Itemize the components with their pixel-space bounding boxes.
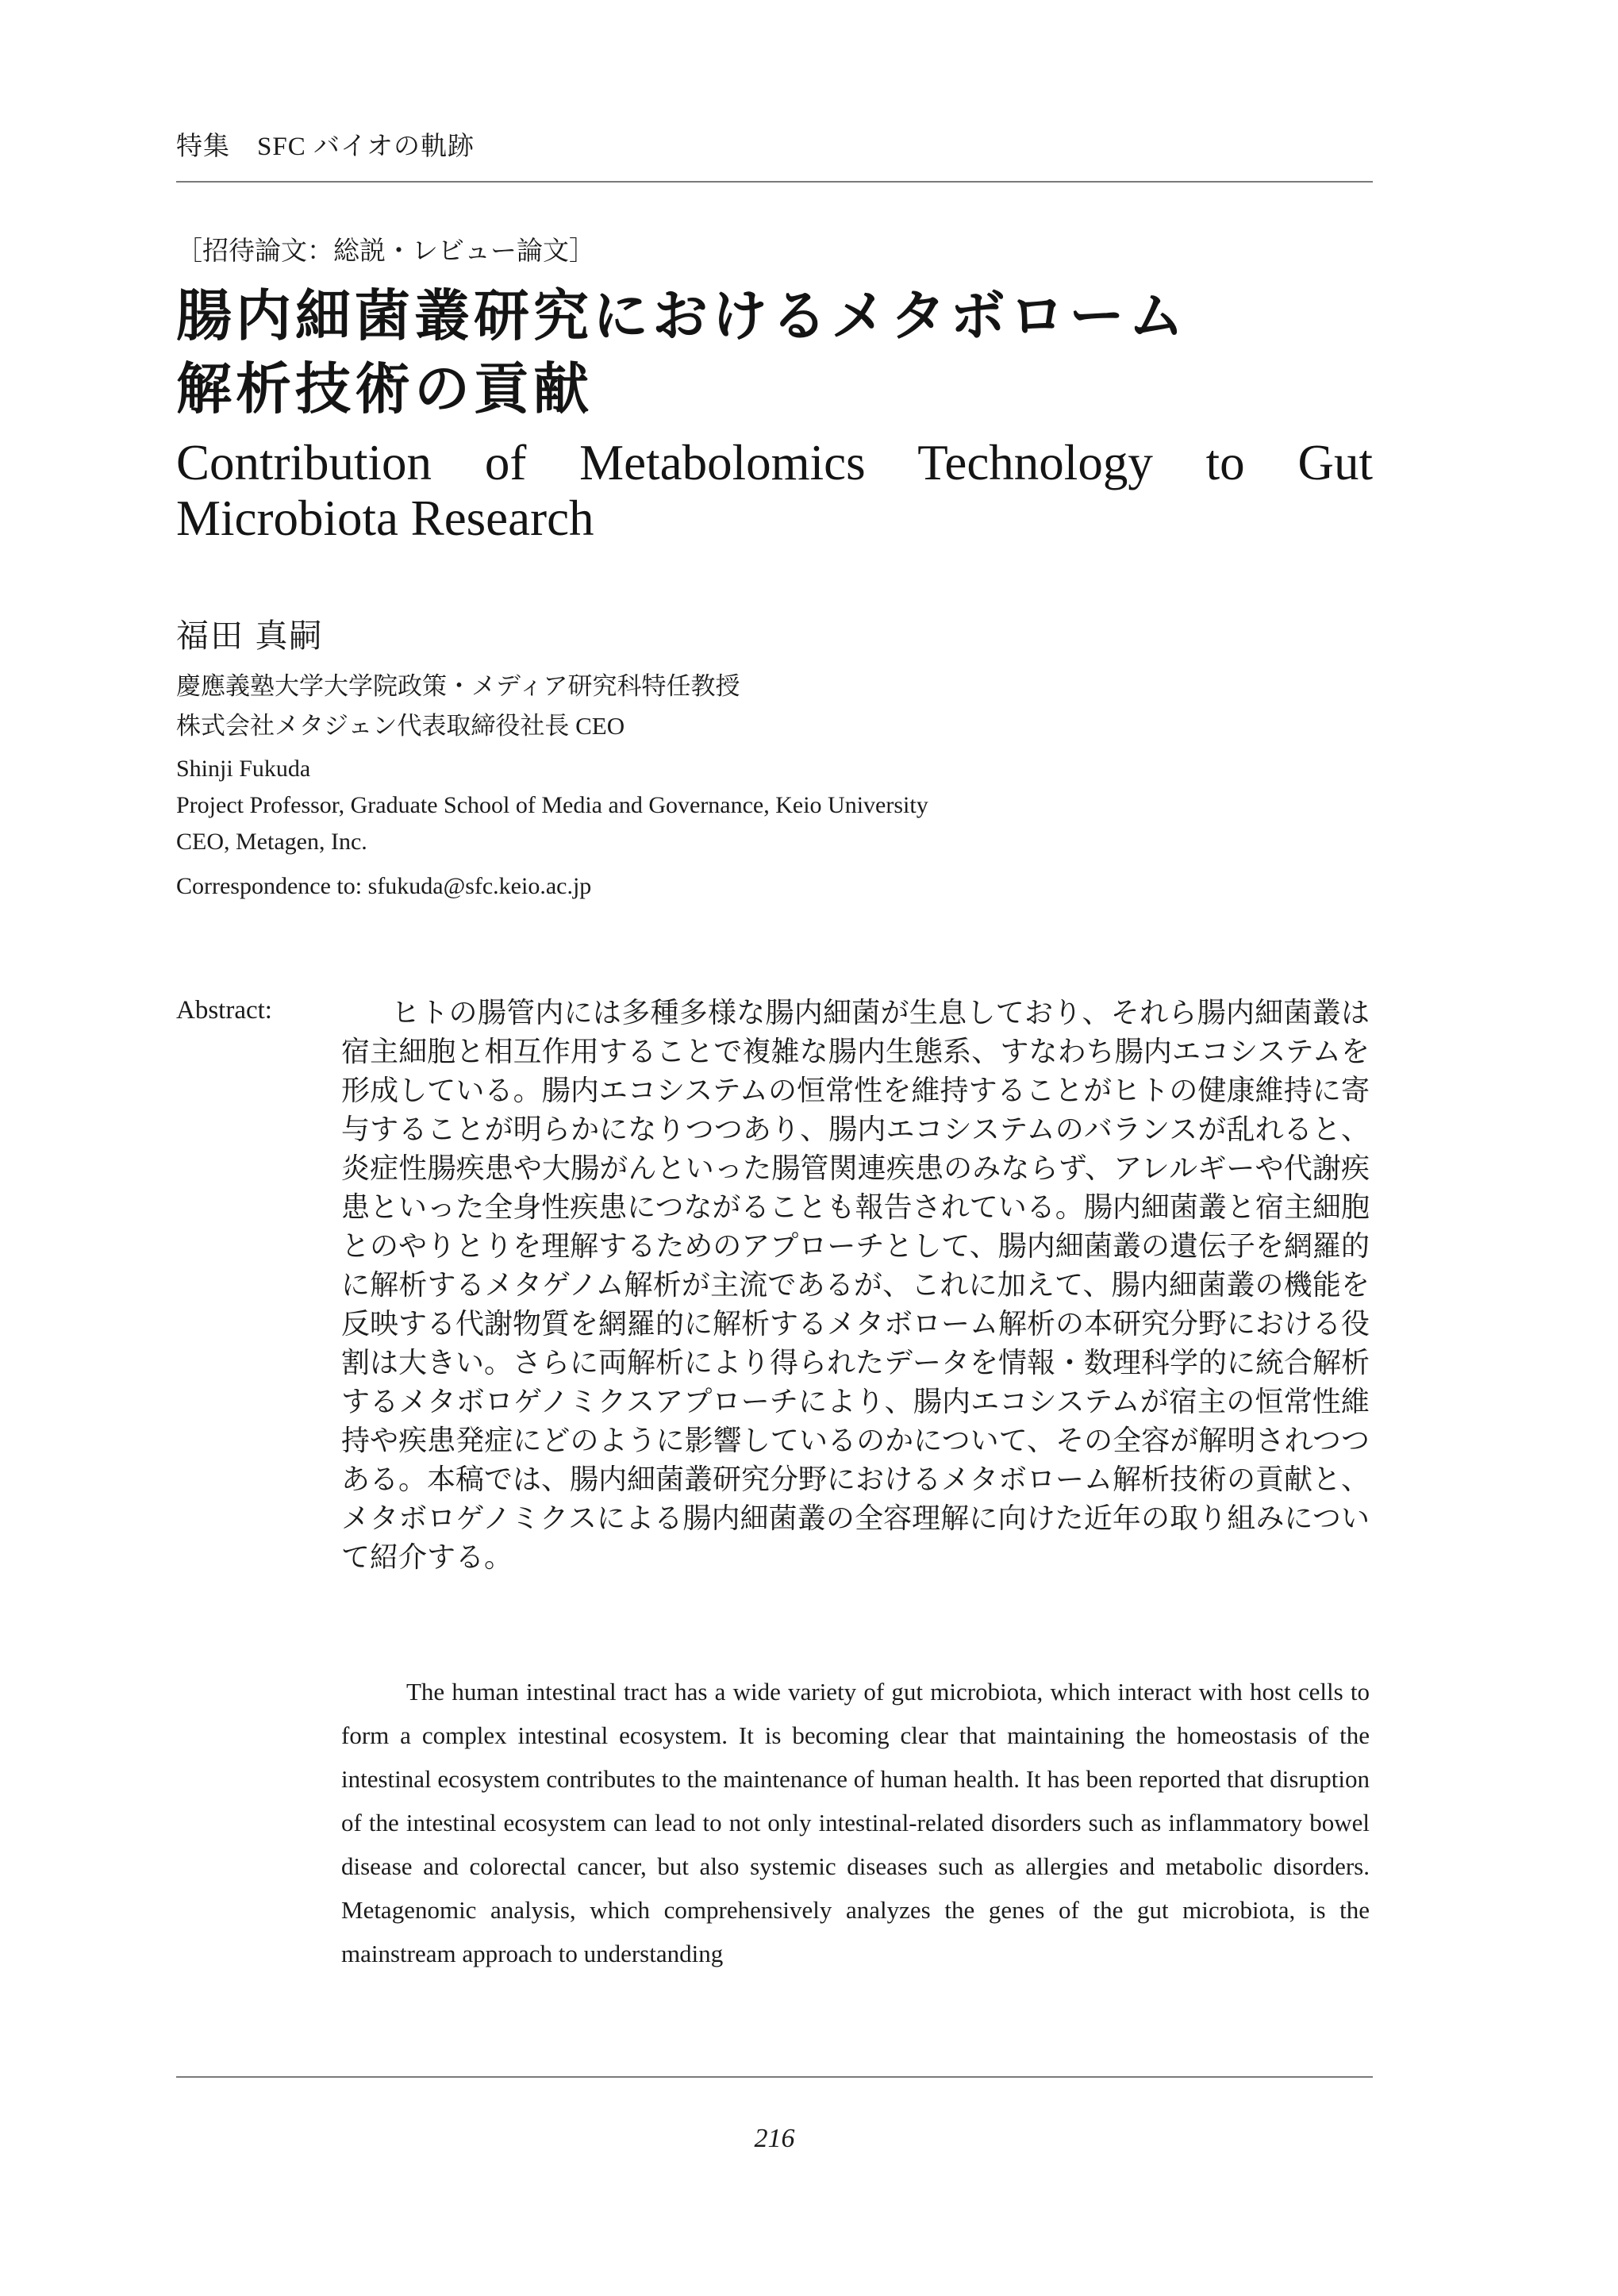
affiliation-en-1: Project Professor, Graduate School of Media and Governance, Keio University xyxy=(176,792,928,818)
article-title-english xyxy=(176,435,1373,546)
running-head: 特集 SFC バイオの軌跡 xyxy=(176,133,475,161)
title-ja-line1: 腸内細菌叢研究におけるメタボローム xyxy=(176,285,1188,347)
abstract-english: The human intestinal tract has a wide variety of gut microbiota, which interact with host cells to form a complex intestinal ecosystem. It is becoming clear that maintaining the homeostasis of the intestinal ecosystem contributes to the maintenance of human health. It has been reported that disruption of the intestinal ecosystem can lead to not only intestinal-related disorders such as inflammatory bowel disease and colorectal cancer, but also systemic diseases such as allergies and metabolic disorders. Metagenomic analysis, which comprehensively analyzes the genes of the gut microbiota, is the mainstream approach to understanding xyxy=(341,1678,1370,1967)
category-label: ［招待論文：総説・レビュー論文］ xyxy=(176,237,595,266)
affiliations-japanese xyxy=(176,667,740,746)
correspondence-line: Correspondence to: sfukuda@sfc.keio.ac.jp xyxy=(176,873,592,899)
author-name-english: Shinji Fukuda xyxy=(176,756,311,782)
abstract-japanese: ヒトの腸管内には多種多様な腸内細菌が生息しており、それら腸内細菌叢は宿主細胞と相互作用することで複雑な腸内生態系、すなわち腸内エコシステムを形成している。腸内エコシステムの恒常性を維持することがヒトの健康維持に寄与することが明らかになりつつあり、腸内エコシステムのバランスが乱れると、炎症性腸疾患や大腸がんといった腸管関連疾患のみならず、アレルギーや代謝疾患といった全身性疾患につながることも報告されている。腸内細菌叢と宿主細胞とのやりとりを理解するためのアプローチとして、腸内細菌叢の遺伝子を網羅的に解析するメタゲノム解析が主流であるが、これに加えて、腸内細菌叢の機能を反映する代謝物質を網羅的に解析するメタボローム解析の本研究分野における役割は大きい。さらに両解析により得られたデータを情報・数理科学的に統合解析するメタボロゲノミクスアプローチにより、腸内エコシステムが宿主の恒常性維持や疾患発症にどのように影響しているのかについて、その全容が解明されつつある。本稿では、腸内細菌叢研究分野におけるメタボローム解析技術の貢献と、メタボロゲノミクスによる腸内細菌叢の全容理解に向けた近年の取り組みについて紹介する。 xyxy=(341,997,1370,1573)
author-name-japanese: 福田 真嗣 xyxy=(176,617,324,654)
author-block-english xyxy=(176,751,928,860)
abstract-label: Abstract: xyxy=(176,996,272,1025)
affiliation-en-2: CEO, Metagen, Inc. xyxy=(176,829,367,855)
header-rule xyxy=(176,181,1373,183)
article-title-japanese xyxy=(176,279,1373,425)
title-en-line2: Microbiota Research xyxy=(176,490,594,546)
page-number: 216 xyxy=(754,2124,795,2153)
affiliation-ja-2: 株式会社メタジェン代表取締役社長 CEO xyxy=(176,712,625,740)
title-ja-line2: 解析技術の貢献 xyxy=(176,358,593,420)
affiliation-ja-1: 慶應義塾大学大学院政策・メディア研究科特任教授 xyxy=(176,672,740,700)
title-en-line1: Contribution of Metabolomics Technology to Gut xyxy=(176,435,1373,490)
footer-rule xyxy=(176,2076,1373,2078)
